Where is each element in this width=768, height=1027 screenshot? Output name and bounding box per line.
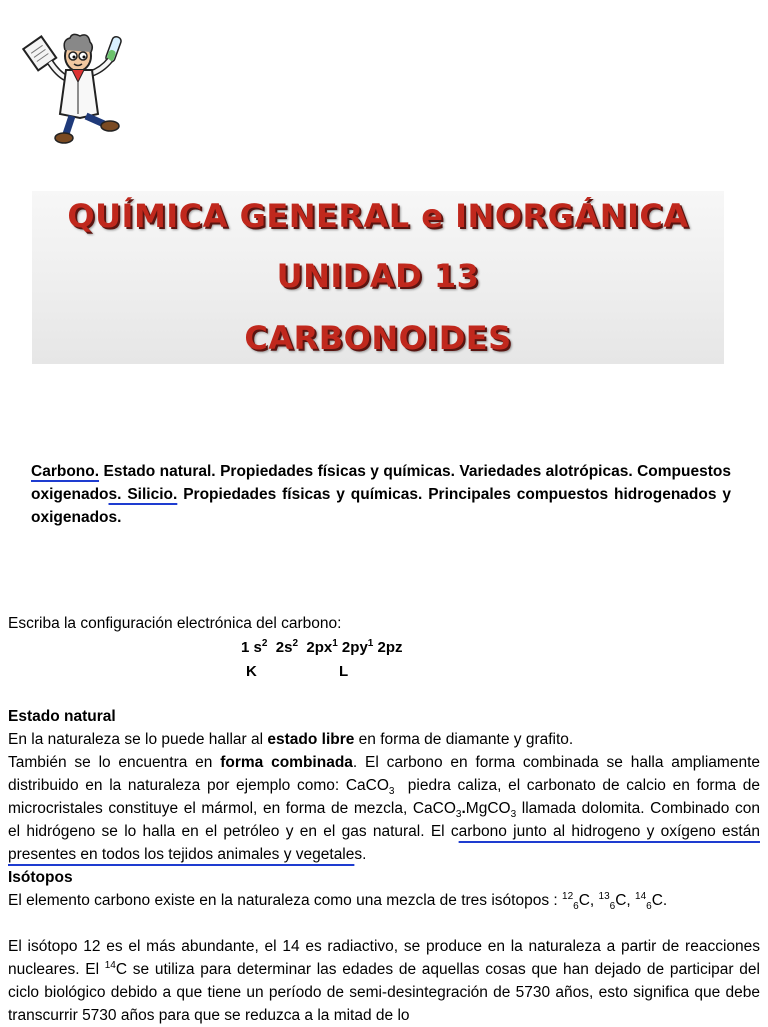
estado-natural-heading: Estado natural [8,708,116,725]
isotopos-paragraph-2: El isótopo 12 es el más abundante, el 14 es radiactivo, se produce en la naturaleza a partir de reacciones nucleares. El $^{14}$C se utiliza para determinar las edades de aquellas cosas que han dejado de participar del ciclo biológico debido a que tiene un período de semi-desintegración de 5730 años, esto significa que debe transcurrir 5730 años para que se reduzca a la mitad de lo [8,938,760,1024]
config-exp: 2 [292,638,299,649]
config-term: 2s [267,639,293,656]
estado-paragraph-1: En la naturaleza se lo puede hallar al estado libre en forma de diamante y grafito. [8,731,574,748]
config-term: 1 s [241,639,262,656]
config-exp: 1 [332,638,338,649]
shell-k-label: K [246,663,257,680]
silicio-underlined: s. Silicio. [108,486,178,503]
unit-title: UNIDAD 13 [276,257,480,295]
config-term: 2px [298,639,333,656]
tejidos-underlined: arbono junto al hidrogeno y oxígeno están presentes en todos los tejidos animales y vegetale [8,823,760,863]
config-term: 2py [337,639,368,656]
isotopos-paragraph-1: El elemento carbono existe en la naturaleza como una mezcla de tres isótopos : $^{12}_6$C, $^{13}_6$C, $^{14}_6$C. [8,890,668,913]
config-term: 2pz [373,639,403,656]
carbono-underlined: Carbono. [31,463,100,480]
isotopos-heading: Isótopos [8,869,73,886]
shell-labels [246,660,366,682]
config-exp: 2 [261,638,268,649]
topic-title: CARBONOIDES [244,319,512,357]
shell-l-label: L [339,663,349,680]
estado-paragraph-2: También se lo encuentra en forma combinada. El carbono en forma combinada se halla ampliamente distribuido en la naturaleza por ejemplo como: CaCO$_3$ piedra caliza, el carbonato de calcio en forma de microcristales constituye el mármol, en forma de mezcla, CaCO$_3$.MgCO$_3$ llamada dolomita. Combinado con el hidrógeno se lo halla en el petróleo y en el gas natural. El carbono junto al hidrogeno y oxígeno están presentes en todos los tejidos animales y vegetales. [8,754,765,863]
syllabus-text-2: Propiedades físicas y químicas. Principales compuestos hidrogenados y oxigenados. [31,486,731,526]
electron-configuration [241,636,768,659]
content-sections [8,705,765,1027]
config-question: Escriba la configuración electrónica del carbono: [8,615,342,632]
course-title: QUÍMICA GENERAL e INORGÁNICA [67,197,689,235]
scientist-mascot-icon [22,30,126,150]
syllabus-summary [31,460,731,529]
config-exp: 1 [367,638,374,649]
syllabus-text-1: Estado natural. Propiedades físicas y químicas. Variedades alotrópicas. Compuestos oxigenado [31,463,731,503]
title-banner [32,191,724,364]
